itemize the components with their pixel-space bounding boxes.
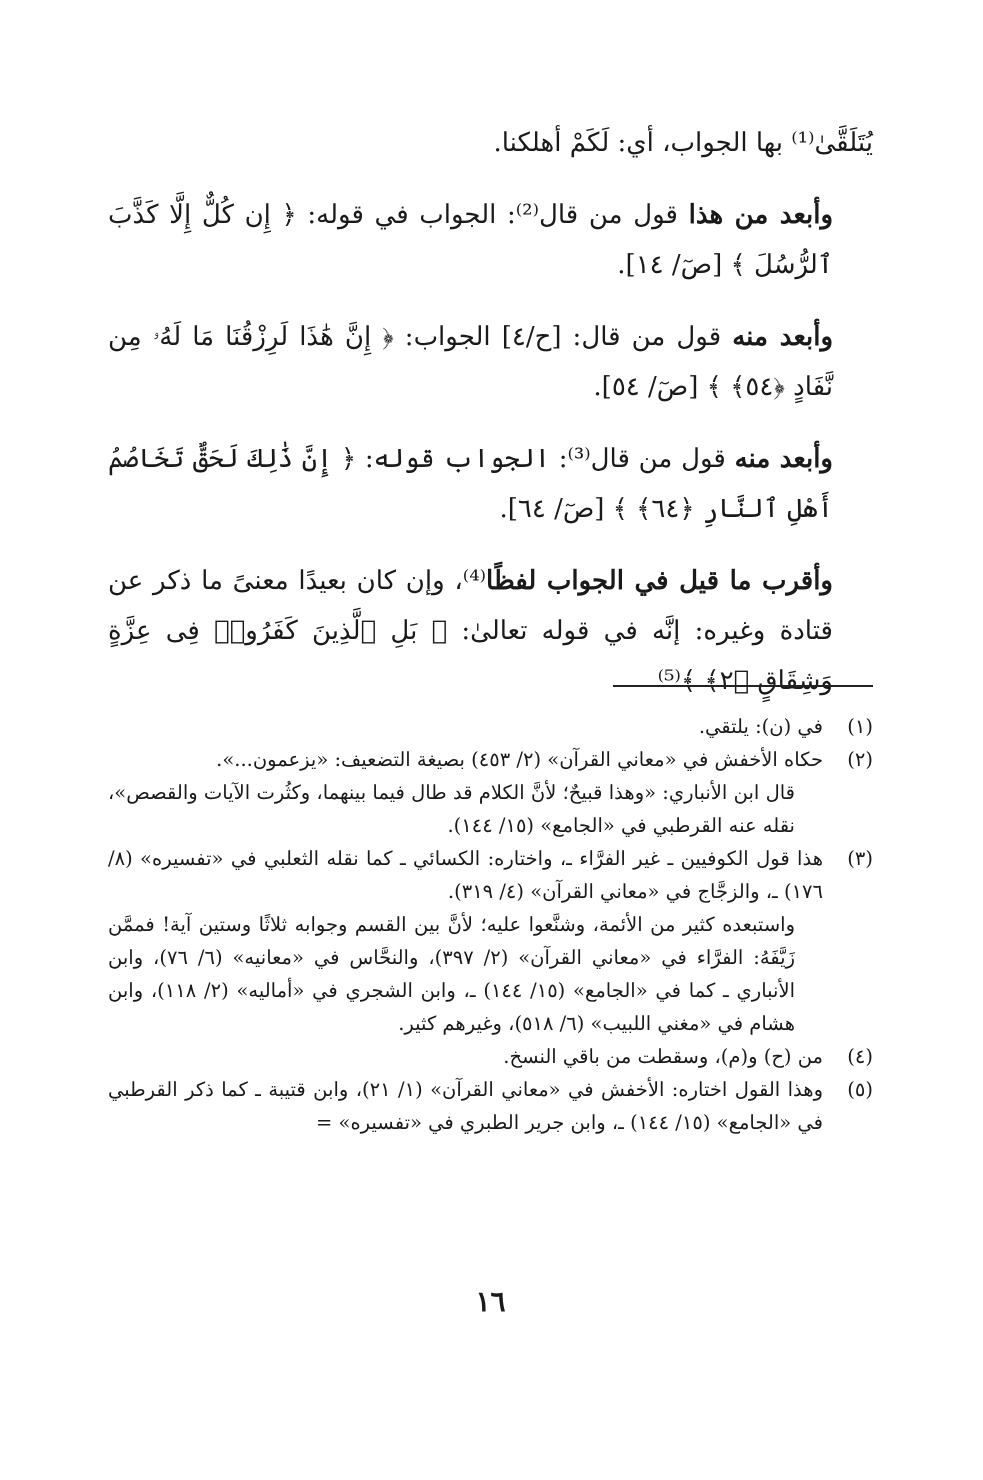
footnote-4 (108, 1040, 873, 1073)
paragraph-5-text: ⁽⁴⁾، وإن كان بعيدًا معنىً ما ذكر عن قتادة وغيره: إنَّه في قوله تعالىٰ: ﴿ بَلِ ٱلَّذِينَ كَفَرُوا۟ فِى عِزَّةٍ وَشِقَاقٍ ﴿٢﴾ ﴾⁽⁵⁾ (108, 566, 833, 696)
footnote-text: وهذا القول اختاره: الأخفش في «معاني القرآن» (١/ ٢١)، وابن قتيبة ـ كما ذكر القرطبي في «الجامع» (١٥/ ١٤٤) ـ، وابن جرير الطبري في «تفسيره» = (108, 1078, 823, 1134)
paragraph-4 (108, 434, 873, 534)
footnote-text: هذا قول الكوفيين ـ غير الفرَّاء ـ، واختاره: الكسائي ـ كما نقله الثعلبي في «تفسيره» (٨/ ١٧٦) ـ، والزجَّاج في «معاني القرآن» (٤/ ٣١٩). (108, 847, 823, 903)
paragraph-2-lead: وأبعد من هذا (688, 200, 833, 230)
paragraph-1 (108, 118, 873, 168)
paragraph-4-lead: وأبعد منه (734, 444, 833, 474)
footnote-number: (٥) (847, 1078, 873, 1101)
footnote-3-continuation: واستبعده كثير من الأئمة، وشنَّعوا عليه؛ لأنَّ بين القسم وجوابه ثلاثًا وستين آية! فممَّن زَيَّفَهُ: الفرَّاء في «معاني القرآن» (٢/ ٣٩٧)، والنحَّاس في «معانيه» (٦/ ٧٦)، وابن الأنباري ـ كما في «الجامع» (١٥/ ١٤٤) ـ، وابن الشجري في «أماليه» (٢/ ١١٨)، وابن هشام في «مغني اللبيب» (٦/ ٥١٨)، وغيرهم كثير. (108, 913, 795, 1035)
footnote-number: (٣) (847, 847, 873, 870)
paragraph-1-text: يُتَلَقَّىٰ⁽¹⁾ بها الجواب، أي: لَكَمْ أهلكنا. (493, 128, 873, 158)
footnote-2-continuation: قال ابن الأنباري: «وهذا قبيحٌ؛ لأنَّ الكلام قد طال فيما بينهما، وكثُرت الآيات والقصص»، نقله عنه القرطبي في «الجامع» (١٥/ ١٤٤). (108, 781, 795, 837)
footnote-text: في (ن): يلتقي. (698, 715, 823, 738)
footnote-1 (108, 710, 873, 743)
footnote-5 (108, 1073, 873, 1139)
paragraph-3-lead: وأبعد منه (732, 322, 834, 352)
footnote-text: من (ح) و(م)، وسقطت من باقي النسخ. (503, 1045, 823, 1068)
document-page (108, 0, 873, 1480)
paragraph-3-text: قول من قال: [ح/٤] الجواب: ﴿ إِنَّ هَٰذَا لَرِزْقُنَا مَا لَهُۥ مِن نَّفَادٍ ﴿٥٤﴾ ﴾ [صٓ/ ٥٤]. (108, 322, 833, 402)
footnote-3 (108, 842, 873, 908)
footnote-number: (١) (847, 715, 873, 738)
footnotes (108, 710, 873, 1139)
footnote-separator (613, 685, 873, 687)
page-number: ١٦ (475, 1285, 506, 1318)
footnote-number: (٢) (847, 748, 873, 771)
paragraph-2 (108, 190, 873, 290)
paragraph-4-text: قول من قال⁽³⁾: الجواب قوله: ﴿ إِنَّ ذَٰلِكَ لَحَقٌّ تَخَاصُمُ أَهْلِ ٱلنَّارِ ﴿٦٤﴾ ﴾ [صٓ/ ٦٤]. (108, 444, 833, 524)
paragraph-3 (108, 312, 873, 412)
footnote-text: حكاه الأخفش في «معاني القرآن» (٢/ ٤٥٣) بصيغة التضعيف: «يزعمون...». (216, 748, 823, 771)
paragraph-5-lead: وأقرب ما قيل في الجواب لفظًا (486, 566, 833, 596)
main-text (108, 118, 873, 728)
paragraph-2-text: قول من قال⁽²⁾: الجواب في قوله: ﴿ إِن كُلٌّ إِلَّا كَذَّبَ ٱلرُّسُلَ ﴾ [صٓ/ ١٤]. (108, 200, 833, 280)
footnote-number: (٤) (847, 1045, 873, 1068)
footnote-2 (108, 743, 873, 776)
paragraph-5 (108, 556, 873, 706)
